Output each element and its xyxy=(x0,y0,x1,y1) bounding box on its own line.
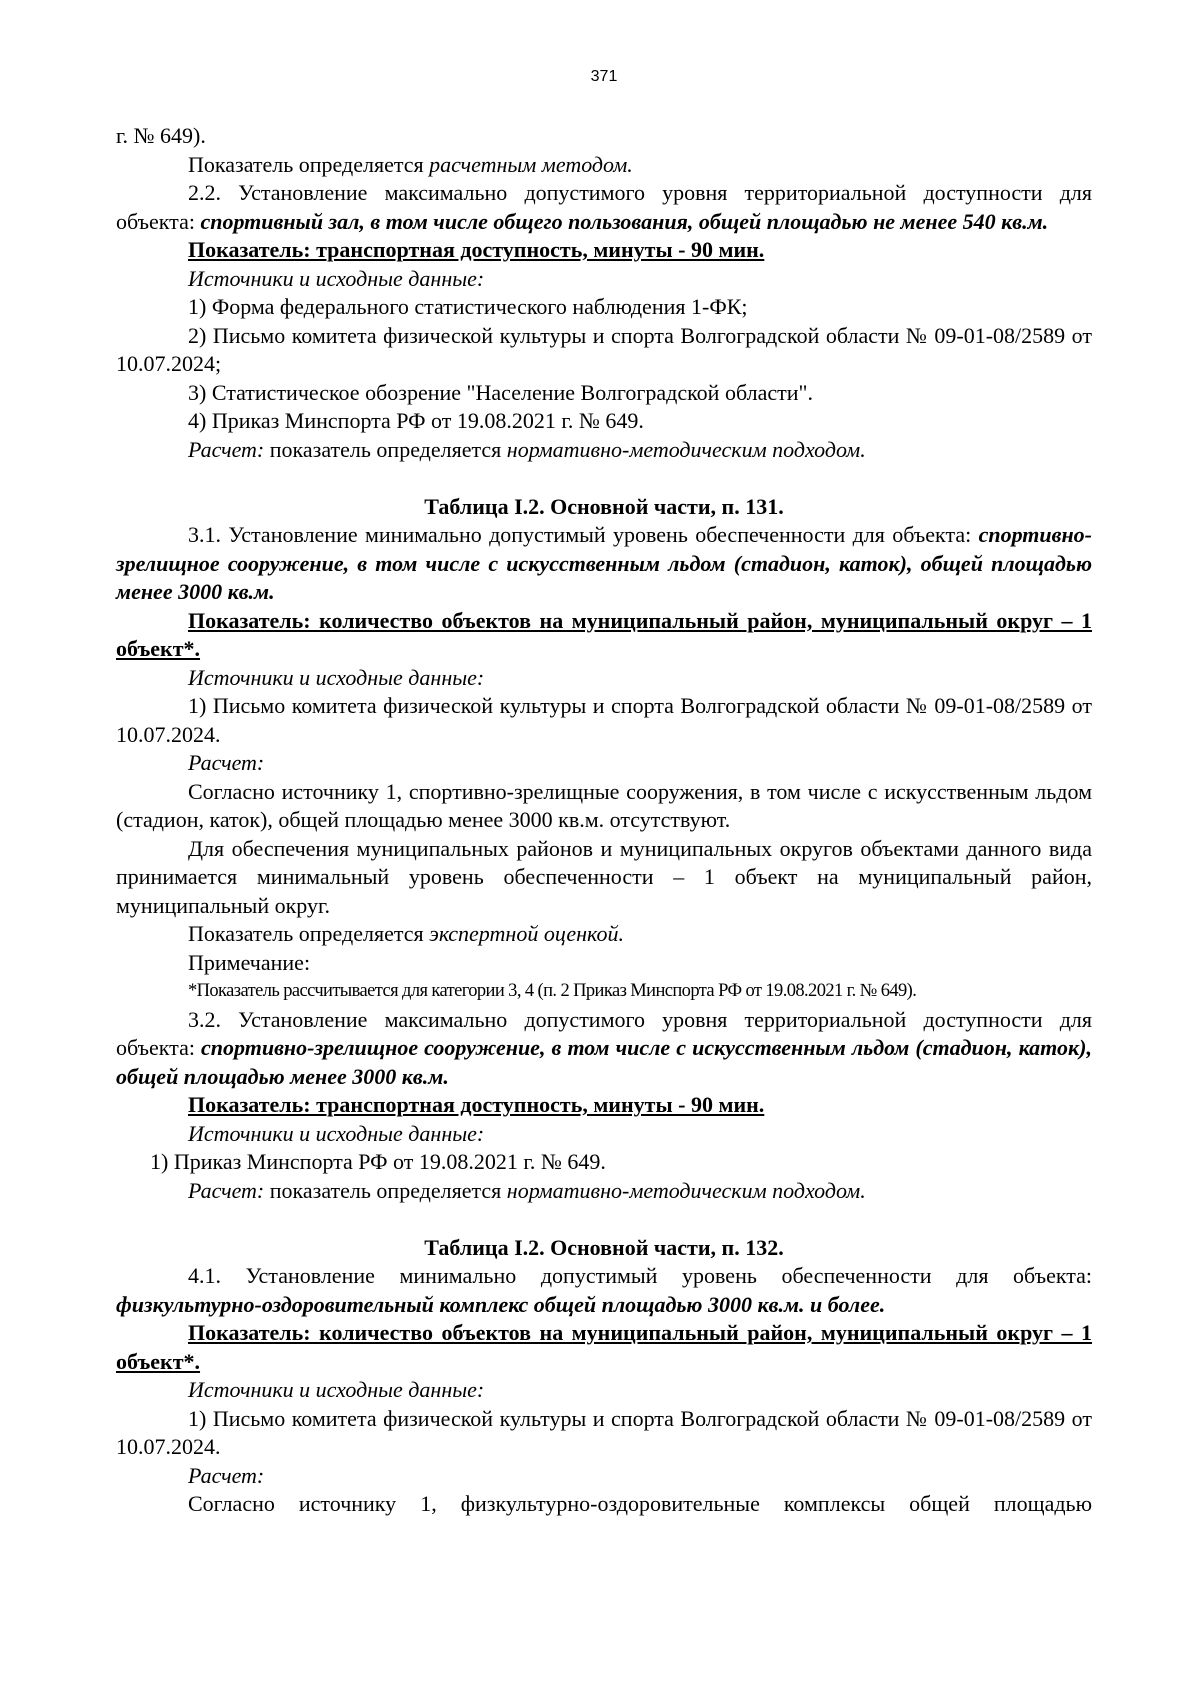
paragraph xyxy=(116,920,1092,949)
source-item: 2) Письмо комитета физической культуры и спорта Волгоградской области № 09-01-08/2589 от 10.07.2024; xyxy=(116,322,1092,376)
paragraph xyxy=(116,151,1092,180)
paragraph: Согласно источнику 1, физкультурно-оздоровительные комплексы общей площадью xyxy=(188,1491,1092,1516)
italic-run: нормативно-методическим подходом. xyxy=(506,436,866,462)
calculation-label: Расчет: xyxy=(188,750,265,775)
text-run: 3.1. Установление минимально допустимый уровень обеспеченности для объекта: xyxy=(188,522,979,547)
text-run: Показатель определяется xyxy=(188,151,430,177)
source-item: 1) Приказ Минспорта РФ от 19.08.2021 г. № 649. xyxy=(150,1149,606,1174)
italic-run: экспертной оценкой. xyxy=(429,921,624,946)
sources-label: Источники и исходные данные: xyxy=(188,1120,485,1146)
bold-italic-run: спортивно-зрелищное сооружение, в том числе с искусственным льдом (стадион, каток), общей площадью менее 3000 кв.м. xyxy=(116,1035,1092,1089)
table-heading: Таблица I.2. Основной части, п. 132. xyxy=(424,1234,784,1260)
calculation-line xyxy=(116,436,1092,465)
text-run: показатель определяется xyxy=(264,436,507,462)
paragraph: Согласно источнику 1, спортивно-зрелищные сооружения, в том числе с искусственным льдом (стадион, каток), общей площадью менее 3000 кв.м. отсутствуют. xyxy=(116,778,1092,832)
bold-italic-run: спортивно-зрелищное сооружение, в том числе с искусственным льдом (стадион, каток), общей площадью менее 3000 кв.м. xyxy=(116,522,1092,604)
text-run: Показатель определяется xyxy=(188,921,430,946)
italic-run: расчетным методом. xyxy=(429,151,633,177)
indicator-line xyxy=(116,1091,1092,1120)
bold-underline-run: Показатель: количество объектов на муниципальный район, муниципальный округ – 1 объект*. xyxy=(116,607,1092,661)
indicator-line xyxy=(116,1319,1092,1376)
text-run: 3.2. Установление максимально допустимого уровня территориальной доступности для объекта: xyxy=(116,1006,1092,1060)
calculation-line xyxy=(116,1177,1092,1206)
source-item: 1) Письмо комитета физической культуры и спорта Волгоградской области № 09-01-08/2589 от 10.07.2024. xyxy=(116,1405,1092,1459)
sources-label: Источники и исходные данные: xyxy=(188,265,485,291)
page-number: 371 xyxy=(590,68,618,85)
text-run: 4.1. Установление минимально допустимый уровень обеспеченности для объекта: xyxy=(188,1263,1092,1288)
italic-run: Расчет: xyxy=(188,436,265,462)
document-body xyxy=(116,122,1092,1519)
source-item: 4) Приказ Минспорта РФ от 19.08.2021 г. № 649. xyxy=(188,408,644,433)
table-heading: Таблица I.2. Основной части, п. 131. xyxy=(424,493,784,519)
indicator-line xyxy=(116,236,1092,265)
bold-italic-run: спортивный зал, в том числе общего пользования, общей площадью не менее 540 кв.м. xyxy=(200,208,1049,234)
bold-underline-run: Показатель: количество объектов на муниципальный район, муниципальный округ – 1 объект*. xyxy=(116,1320,1092,1374)
paragraph: Для обеспечения муниципальных районов и муниципальных округов объектами данного вида принимается минимальный уровень обеспеченности – 1 объект на муниципальный район, муниципальный округ. xyxy=(116,835,1092,918)
calculation-label: Расчет: xyxy=(188,1462,265,1488)
source-item: 3) Статистическое обозрение "Население Волгоградской области". xyxy=(188,379,813,405)
italic-run: Расчет: xyxy=(188,1177,265,1203)
source-item: 1) Письмо комитета физической культуры и спорта Волгоградской области № 09-01-08/2589 от 10.07.2024. xyxy=(116,693,1092,747)
paragraph xyxy=(116,1262,1092,1319)
text-run: показатель определяется xyxy=(264,1177,507,1203)
note-label: Примечание: xyxy=(188,949,311,975)
source-item: 1) Форма федерального статистического наблюдения 1-ФК; xyxy=(188,294,748,319)
indicator-line xyxy=(116,607,1092,664)
bold-italic-run: физкультурно-оздоровительный комплекс общей площадью 3000 кв.м. и более. xyxy=(116,1291,886,1317)
sources-label: Источники и исходные данные: xyxy=(188,1377,485,1402)
paragraph xyxy=(116,1006,1092,1092)
bold-underline-run: Показатель: транспортная доступность, минуты - 90 мин. xyxy=(188,1092,765,1117)
paragraph xyxy=(116,521,1092,607)
sources-label: Источники и исходные данные: xyxy=(188,664,485,690)
paragraph xyxy=(116,179,1092,236)
bold-underline-run: Показатель: транспортная доступность, минуты - 90 мин. xyxy=(188,237,765,262)
paragraph: г. № 649). xyxy=(116,123,206,148)
italic-run: нормативно-методическим подходом. xyxy=(506,1177,866,1203)
footnote: *Показатель рассчитывается для категории 3, 4 (п. 2 Приказ Минспорта РФ от 19.08.2021 г. № 649). xyxy=(188,981,917,1001)
text-run: 2.2. Установление максимально допустимого уровня территориальной доступности для объекта: xyxy=(116,180,1092,234)
